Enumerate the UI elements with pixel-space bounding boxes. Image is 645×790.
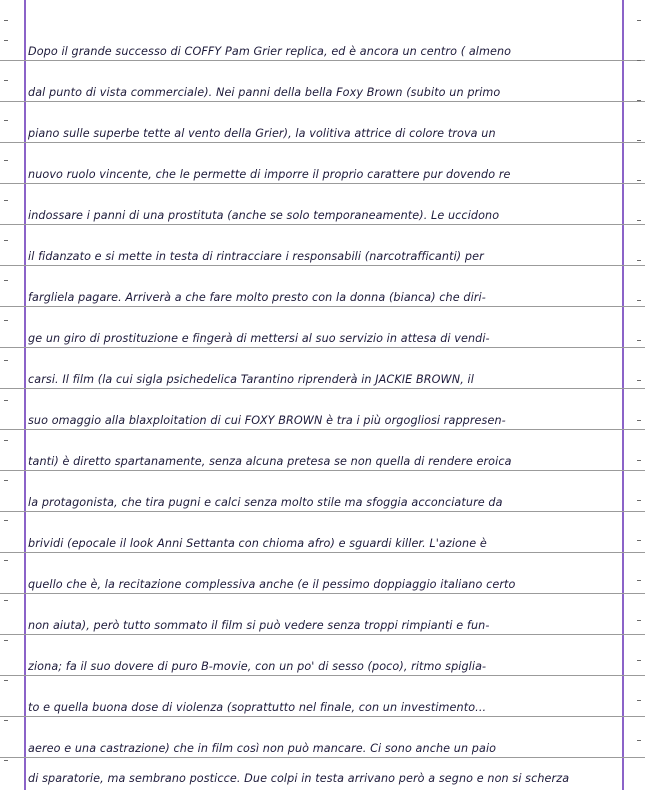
margin-tick bbox=[4, 200, 8, 201]
ruled-line bbox=[0, 224, 645, 225]
margin-tick bbox=[637, 540, 641, 541]
margin-tick bbox=[637, 140, 641, 141]
text-line: indossare i panni di una prostituta (anche se solo temporaneamente). Le uccidono bbox=[28, 209, 500, 222]
ruled-line bbox=[0, 634, 645, 635]
margin-tick bbox=[4, 640, 8, 641]
margin-tick bbox=[637, 380, 641, 381]
text-line: ge un giro di prostituzione e fingerà di mettersi al suo servizio in attesa di vendi- bbox=[28, 332, 490, 345]
text-line: di sparatorie, ma sembrano posticce. Due colpi in testa arrivano però a segno e non si scherza bbox=[28, 772, 570, 785]
margin-tick bbox=[4, 680, 8, 681]
margin-tick bbox=[637, 180, 641, 181]
ruled-line bbox=[0, 347, 645, 348]
text-line: aereo e una castrazione) che in film così non può mancare. Ci sono anche un paio bbox=[28, 742, 497, 755]
text-line: brividi (epocale il look Anni Settanta con chioma afro) e sguardi killer. L'azione è bbox=[28, 537, 487, 550]
margin-tick bbox=[4, 480, 8, 481]
ruled-line bbox=[0, 265, 645, 266]
ruled-line bbox=[0, 470, 645, 471]
margin-tick bbox=[637, 420, 641, 421]
margin-tick bbox=[4, 400, 8, 401]
margin-tick bbox=[4, 40, 8, 41]
text-line: ziona; fa il suo dovere di puro B-movie, con un po' di sesso (poco), ritmo spiglia- bbox=[28, 660, 487, 673]
margin-tick bbox=[4, 720, 8, 721]
text-line: dal punto di vista commerciale). Nei panni della bella Foxy Brown (subito un primo bbox=[28, 86, 501, 99]
margin-tick bbox=[4, 320, 8, 321]
text-line: suo omaggio alla blaxploitation di cui FOXY BROWN è tra i più orgogliosi rappresen- bbox=[28, 414, 506, 427]
margin-tick bbox=[637, 660, 641, 661]
margin-tick bbox=[637, 740, 641, 741]
margin-tick bbox=[637, 580, 641, 581]
text-line: Dopo il grande successo di COFFY Pam Grier replica, ed è ancora un centro ( almeno bbox=[28, 45, 512, 58]
left-margin-line bbox=[24, 0, 26, 790]
margin-tick bbox=[4, 120, 8, 121]
margin-tick bbox=[637, 100, 641, 101]
margin-tick bbox=[4, 160, 8, 161]
ruled-line bbox=[0, 183, 645, 184]
margin-tick bbox=[4, 760, 8, 761]
margin-tick bbox=[4, 560, 8, 561]
margin-tick bbox=[4, 360, 8, 361]
text-line: non aiuta), però tutto sommato il film si può vedere senza troppi rimpianti e fun- bbox=[28, 619, 490, 632]
margin-tick bbox=[637, 260, 641, 261]
ruled-line bbox=[0, 511, 645, 512]
margin-tick bbox=[637, 60, 641, 61]
text-line: la protagonista, che tira pugni e calci senza molto stile ma sfoggia acconciature da bbox=[28, 496, 503, 509]
ruled-line bbox=[0, 757, 645, 758]
ruled-line bbox=[0, 306, 645, 307]
margin-tick bbox=[4, 280, 8, 281]
ruled-line bbox=[0, 60, 645, 61]
margin-tick bbox=[4, 80, 8, 81]
ruled-line bbox=[0, 142, 645, 143]
margin-tick bbox=[637, 220, 641, 221]
margin-tick bbox=[4, 20, 8, 21]
text-line: il fidanzato e si mette in testa di rintracciare i responsabili (narcotrafficanti) per bbox=[28, 250, 484, 263]
ruled-line bbox=[0, 552, 645, 553]
text-line: tanti) è diretto spartanamente, senza alcuna pretesa se non quella di rendere eroica bbox=[28, 455, 512, 468]
text-line: carsi. Il film (la cui sigla psichedelica Tarantino riprenderà in JACKIE BROWN, il bbox=[28, 373, 474, 386]
margin-tick bbox=[4, 600, 8, 601]
margin-tick bbox=[4, 240, 8, 241]
ruled-line bbox=[0, 101, 645, 102]
text-line: to e quella buona dose di violenza (soprattutto nel finale, con un investimento... bbox=[28, 701, 487, 714]
ruled-line bbox=[0, 429, 645, 430]
margin-tick bbox=[637, 700, 641, 701]
ruled-line bbox=[0, 675, 645, 676]
margin-tick bbox=[637, 620, 641, 621]
margin-tick bbox=[637, 460, 641, 461]
margin-tick bbox=[637, 500, 641, 501]
margin-tick bbox=[637, 340, 641, 341]
ruled-line bbox=[0, 388, 645, 389]
text-line: fargliela pagare. Arriverà a che fare molto presto con la donna (bianca) che diri- bbox=[28, 291, 486, 304]
text-line: quello che è, la recitazione complessiva anche (e il pessimo doppiaggio italiano certo bbox=[28, 578, 516, 591]
margin-tick bbox=[637, 20, 641, 21]
margin-tick bbox=[637, 300, 641, 301]
margin-tick bbox=[4, 520, 8, 521]
text-line: piano sulle superbe tette al vento della Grier), la volitiva attrice di colore trova un bbox=[28, 127, 496, 140]
text-line: nuovo ruolo vincente, che le permette di imporre il proprio carattere pur dovendo re bbox=[28, 168, 511, 181]
right-margin-line bbox=[622, 0, 624, 790]
ruled-line bbox=[0, 593, 645, 594]
ruled-line bbox=[0, 716, 645, 717]
margin-tick bbox=[4, 440, 8, 441]
